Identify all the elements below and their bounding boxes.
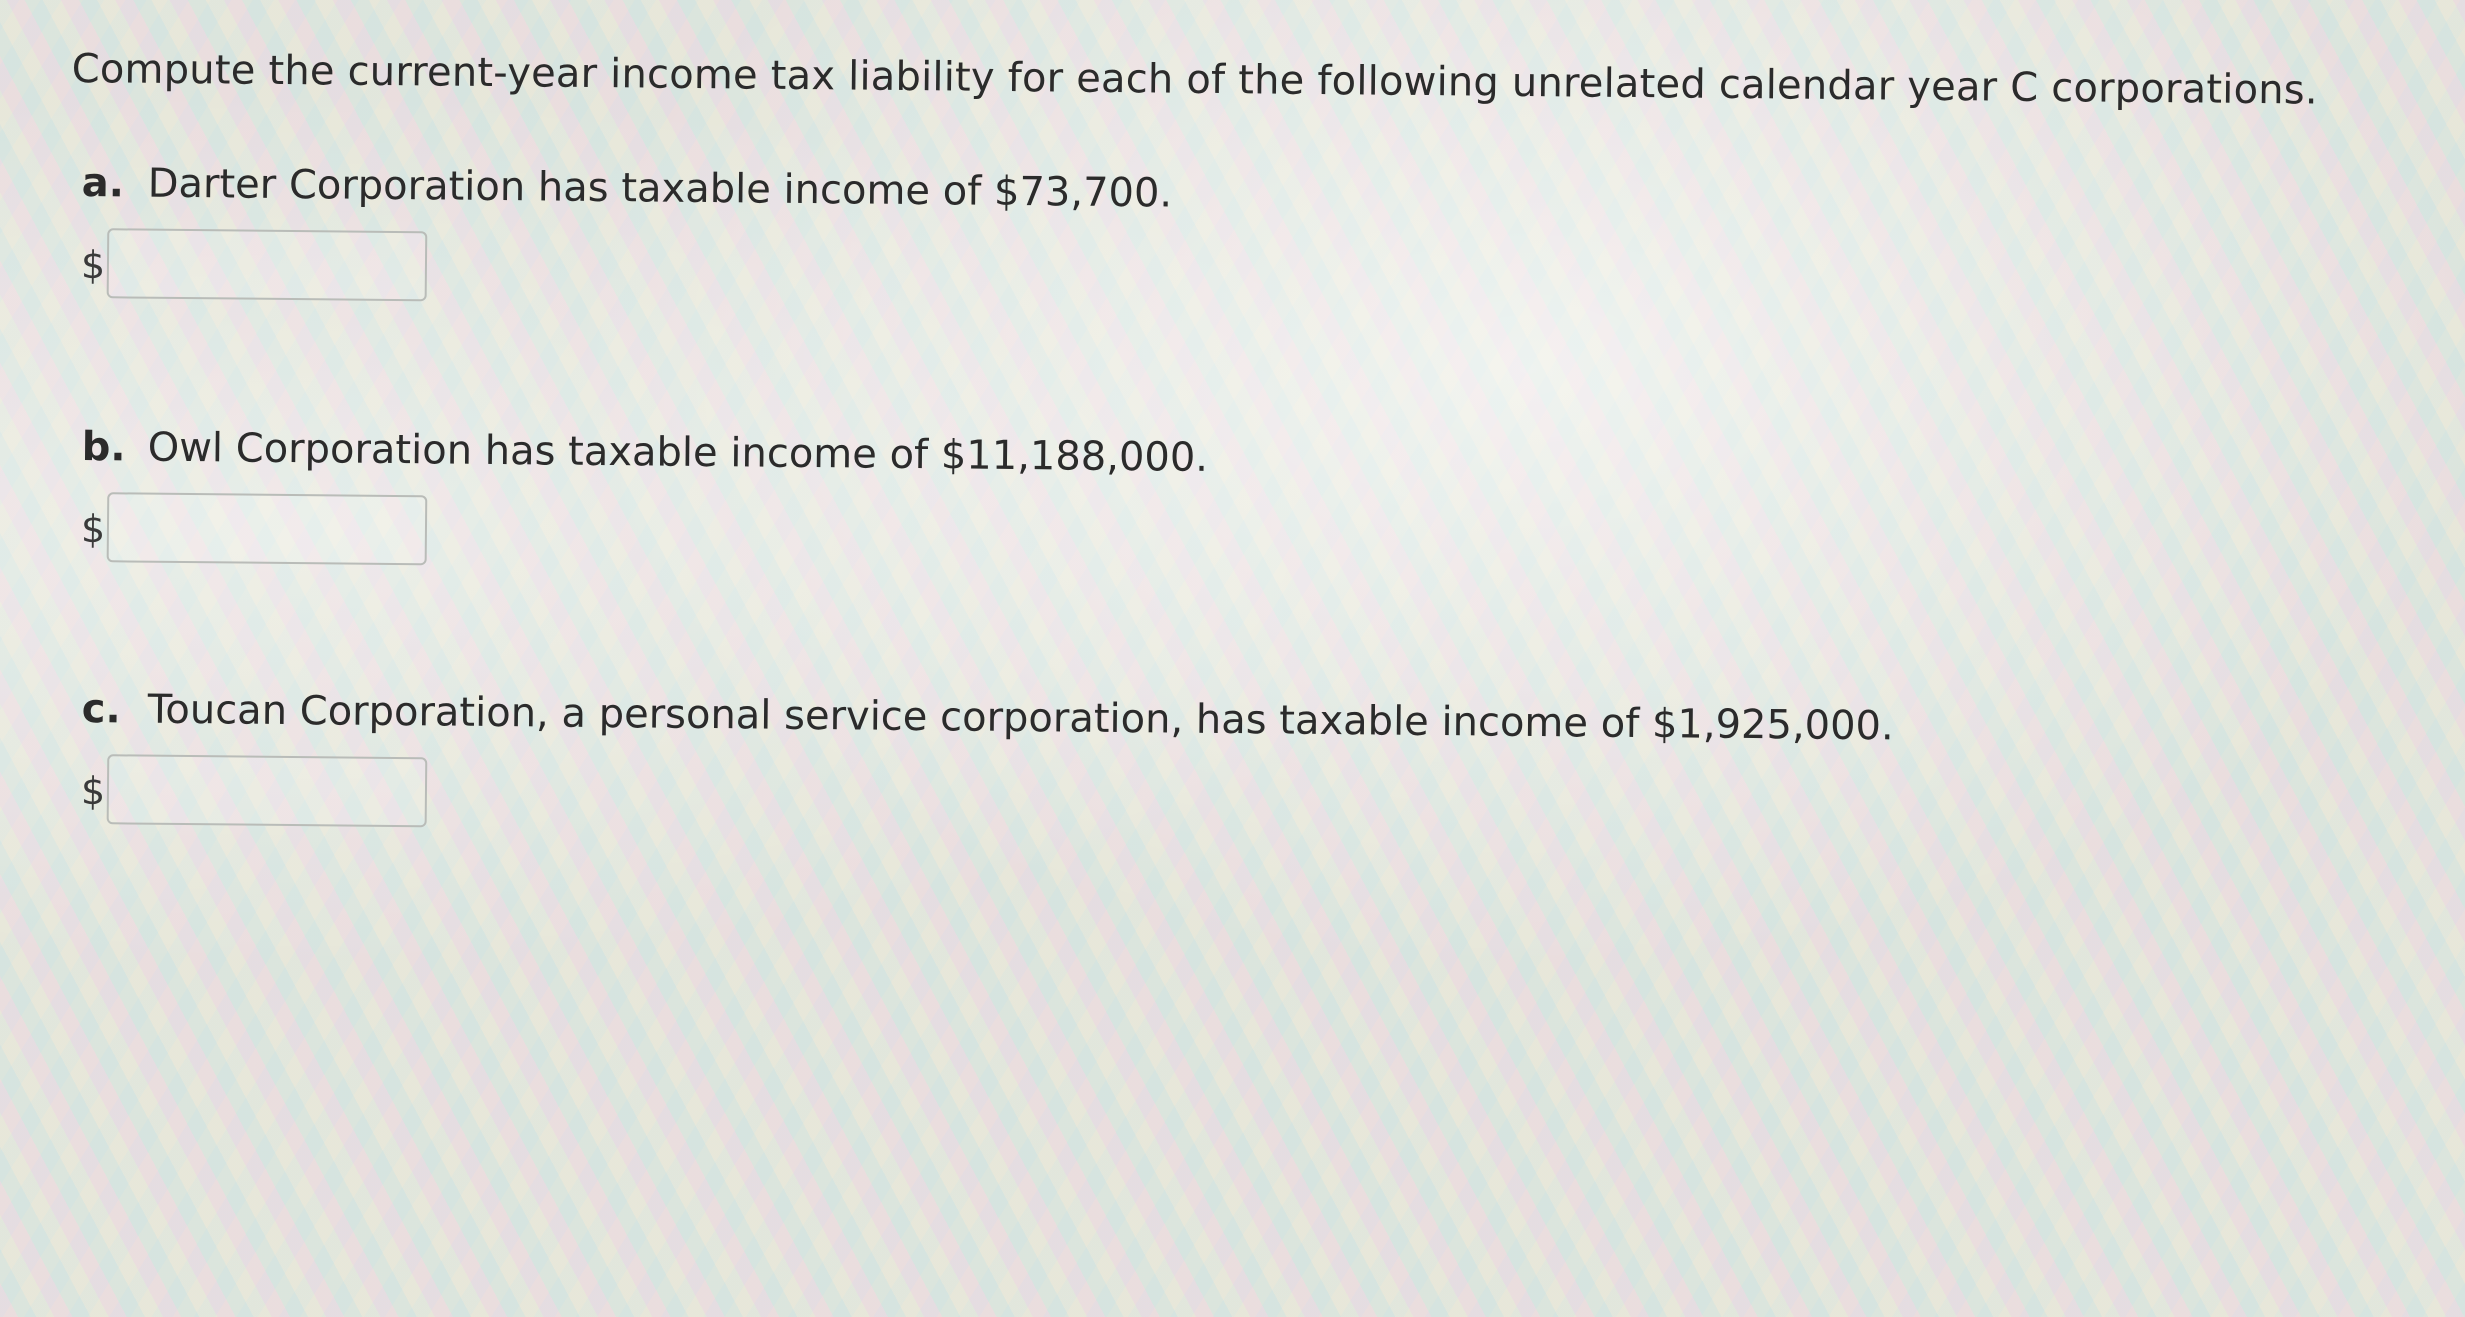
part-b-answer-row <box>81 492 1208 577</box>
part-a <box>81 156 1173 312</box>
part-b-text: Owl Corporation has taxable income of $11,188,000. <box>147 424 1209 481</box>
part-c-dollar-sign: $ <box>80 768 106 814</box>
part-a-answer-row <box>81 228 1172 312</box>
part-b <box>81 420 1209 577</box>
part-c-letter: c. <box>81 685 121 733</box>
part-a-letter: a. <box>81 159 125 207</box>
part-b-answer-input[interactable] <box>107 492 428 565</box>
part-c-answer-row <box>81 754 1894 845</box>
part-c-answer-input[interactable] <box>107 754 428 827</box>
part-b-dollar-sign: $ <box>80 506 106 552</box>
part-c-line <box>81 682 1893 753</box>
part-b-line <box>81 420 1208 485</box>
part-c-text: Toucan Corporation, a personal service corporation, has taxable income of $1,925,000. <box>147 686 1894 750</box>
part-a-dollar-sign: $ <box>80 242 106 288</box>
part-a-text: Darter Corporation has taxable income of $73,700. <box>147 160 1173 217</box>
question-prompt: Compute the current-year income tax liability for each of the following unrelated calendar year C corporations. <box>71 45 2318 114</box>
part-a-answer-input[interactable] <box>107 228 428 301</box>
part-c <box>81 682 1894 845</box>
part-b-letter: b. <box>81 423 126 471</box>
part-a-line <box>81 156 1172 220</box>
